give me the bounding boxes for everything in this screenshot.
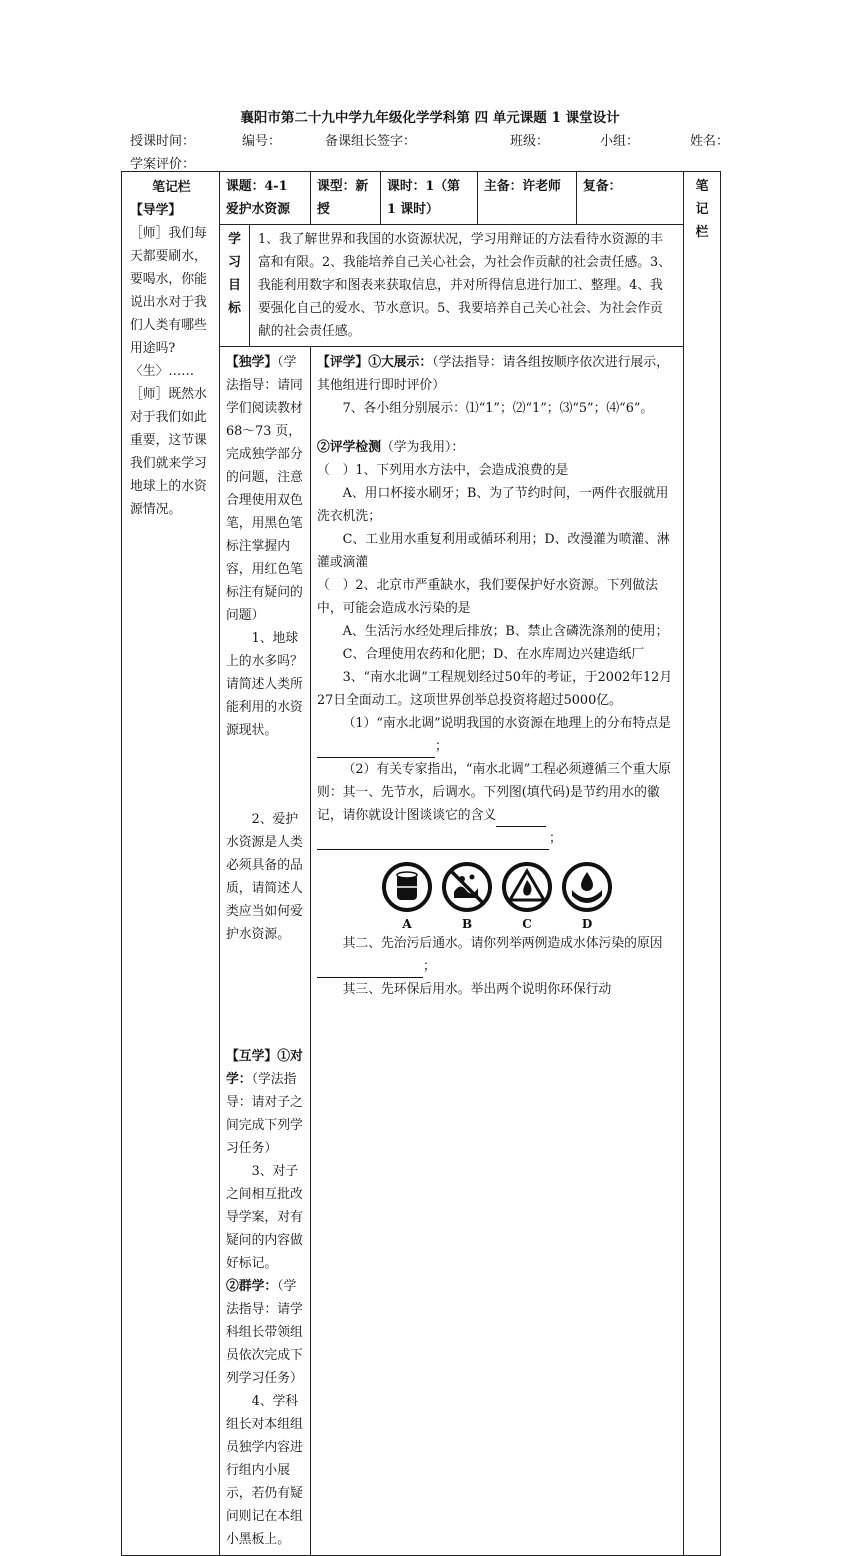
question-7: 7、各小组分别展示：⑴“1”；⑵“1”；⑶“5”；⑷“6”。 <box>342 401 654 416</box>
field-time: 授课时间： <box>130 134 196 149</box>
blank-2-end: ； <box>549 831 562 846</box>
evaluate-column <box>311 347 684 1556</box>
test-question-2-options-ab: A、生活污水经处理后排放；B、禁止含磷洗涤剂的使用； <box>342 624 669 639</box>
no-water-pollution-icon <box>442 862 492 912</box>
test-question-3-2: （2）有关专家指出，“南水北调”工程必须遵循三个重大原则：其一、先节水，后调水。下列图(填代码)是节约用水的徽记，请你就设计图谈谈它的含义 <box>317 762 671 823</box>
mutual-study-guidance: （学法指导：请对子之间完成下列学习任务） <box>226 1072 303 1156</box>
question-2: 2、爱护水资源是人类必须具备的品质，请简述人类应当如何爱护水资源。 <box>226 812 303 942</box>
question-3: 3、对子之间相互批改导学案，对有疑问的内容做好标记。 <box>226 1164 303 1271</box>
test-question-2: （ ）2、北京市严重缺水，我们要保护好水资源。下列做法中，可能会造成水污染的是 <box>317 578 658 616</box>
water-saving-drop-icon <box>562 862 612 912</box>
teacher-prompt-2: ［师］既然水对于我们如此重要，这节课我们就来学习地球上的水资源情况。 <box>130 387 207 517</box>
answer-blank-2[interactable] <box>496 812 546 827</box>
question-4: 4、学科组长对本组组员独学内容进行组内小展示，若仍有疑问则记在本组小黑板上。 <box>226 1394 303 1547</box>
water-symbols-row <box>317 862 677 932</box>
review-teacher: 复备： <box>577 172 684 225</box>
group-study-guidance: （学法指导：请学科组长带领组员依次完成下列学习任务） <box>226 1279 303 1386</box>
field-evaluation: 学案评价： <box>130 157 196 172</box>
test-heading-note: （学为我用）： <box>381 440 465 455</box>
field-class: 班级： <box>510 134 550 149</box>
blank-3-end: ； <box>423 959 436 974</box>
test-heading: ②评学检测 <box>317 440 381 455</box>
objectives-text: 1、我了解世界和我国的水资源状况，学习用辩证的方法看待水资源的丰富和有限。2、我能培养自己关心社会，为社会作贡献的社会责任感。3、我能利用数字和图表来获取信息，并对所得信息进行加工、整理。4、我要强化自己的爱水、节水意识。5、我要培养自己关心社会、为社会作贡献的社会责任感。 <box>250 225 684 347</box>
icon-letter-c: C <box>522 917 532 931</box>
lesson-topic: 课题：4-1 爱护水资源 <box>220 172 311 225</box>
icon-letter-a: A <box>402 917 412 931</box>
answer-blank-1[interactable] <box>317 743 435 758</box>
notes-right-column: 笔记栏 <box>684 172 721 1556</box>
student-response: 〈生〉…… <box>130 364 194 379</box>
self-study-guidance: （学法指导：请同学们阅读教材 68～73 页，完成独学部分的问题，注意合理使用双色笔，用黑色笔标注掌握内容，用红色笔标注有疑问的问题） <box>226 355 303 623</box>
evaluate-heading: 【评学】①大展示： <box>317 355 433 370</box>
test-question-3-1: （1）“南水北调”说明我国的水资源在地理上的分布特点是 <box>342 716 671 731</box>
teacher-prompt-1: ［师］我们每天都要刷水，要喝水，你能说出水对于我们人类有哪些用途吗? <box>130 226 207 356</box>
objectives-label: 学习目标 <box>220 225 250 347</box>
self-study-column <box>220 347 311 1556</box>
test-question-3-3: 其二、先治污后通水。请你列举两例造成水体污染的原因 <box>342 936 663 951</box>
lesson-table <box>121 171 721 1556</box>
guide-heading: 【导学】 <box>130 203 182 218</box>
notes-left-column <box>122 172 220 1556</box>
lesson-type-text: 课型：新授 <box>317 179 369 217</box>
test-question-1-options-cd: C、工业用水重复利用或循环利用；D、改漫灌为喷灌、淋灌或滴灌 <box>317 532 670 570</box>
answer-blank-3[interactable] <box>317 963 423 978</box>
question-1: 1、地球上的水多吗？请简述人类所能利用的水资源现状。 <box>226 631 303 738</box>
answer-blank-2-line[interactable] <box>317 835 549 850</box>
evaluate-guidance: （学法指导：请各组按顺序依次进行展示，其他组进行即时评价） <box>317 355 669 393</box>
test-question-1-options-ab: A、用口杯接水刷牙；B、为了节约时间，一两件衣服就用洗衣机洗； <box>317 486 669 524</box>
self-study-heading: 【独学】 <box>226 355 278 370</box>
field-name: 姓名： <box>690 134 730 149</box>
lesson-type <box>311 172 381 225</box>
group-study-heading: ②群学： <box>226 1279 278 1294</box>
icon-letter-b: B <box>461 917 473 931</box>
water-barrel-icon <box>382 862 432 912</box>
lesson-hours: 课时：1（第 1 课时） <box>381 172 478 225</box>
mutual-study-heading: 【互学】①对学： <box>226 1049 303 1087</box>
notes-left-label: 笔记栏 <box>152 180 191 195</box>
field-group: 小组： <box>600 134 640 149</box>
field-number: 编号： <box>242 134 282 149</box>
icon-letter-d: D <box>581 917 593 931</box>
lead-teacher: 主备：许老师 <box>478 172 577 225</box>
test-question-2-options-cd: C、合理使用农药和化肥；D、在水库周边兴建造纸厂 <box>342 647 645 662</box>
test-question-3-4: 其三、先环保后用水。举出两个说明你环保行动 <box>342 982 612 997</box>
test-question-3: 3、“南水北调”工程规划经过50年的考证，于2002年12月27日全面动工。这项世界创举总投资将超过5000亿。 <box>317 670 673 708</box>
test-question-1: （ ）1、下列用水方法中，会造成浪费的是 <box>317 463 569 478</box>
page-title: 襄阳市第二十九中学九年级化学学科第 四 单元课题 1 课堂设计 <box>240 110 620 126</box>
flammable-warning-icon <box>502 862 552 912</box>
blank-1-end: ； <box>435 739 448 754</box>
field-leader-signature: 备课组长签字： <box>325 134 417 149</box>
